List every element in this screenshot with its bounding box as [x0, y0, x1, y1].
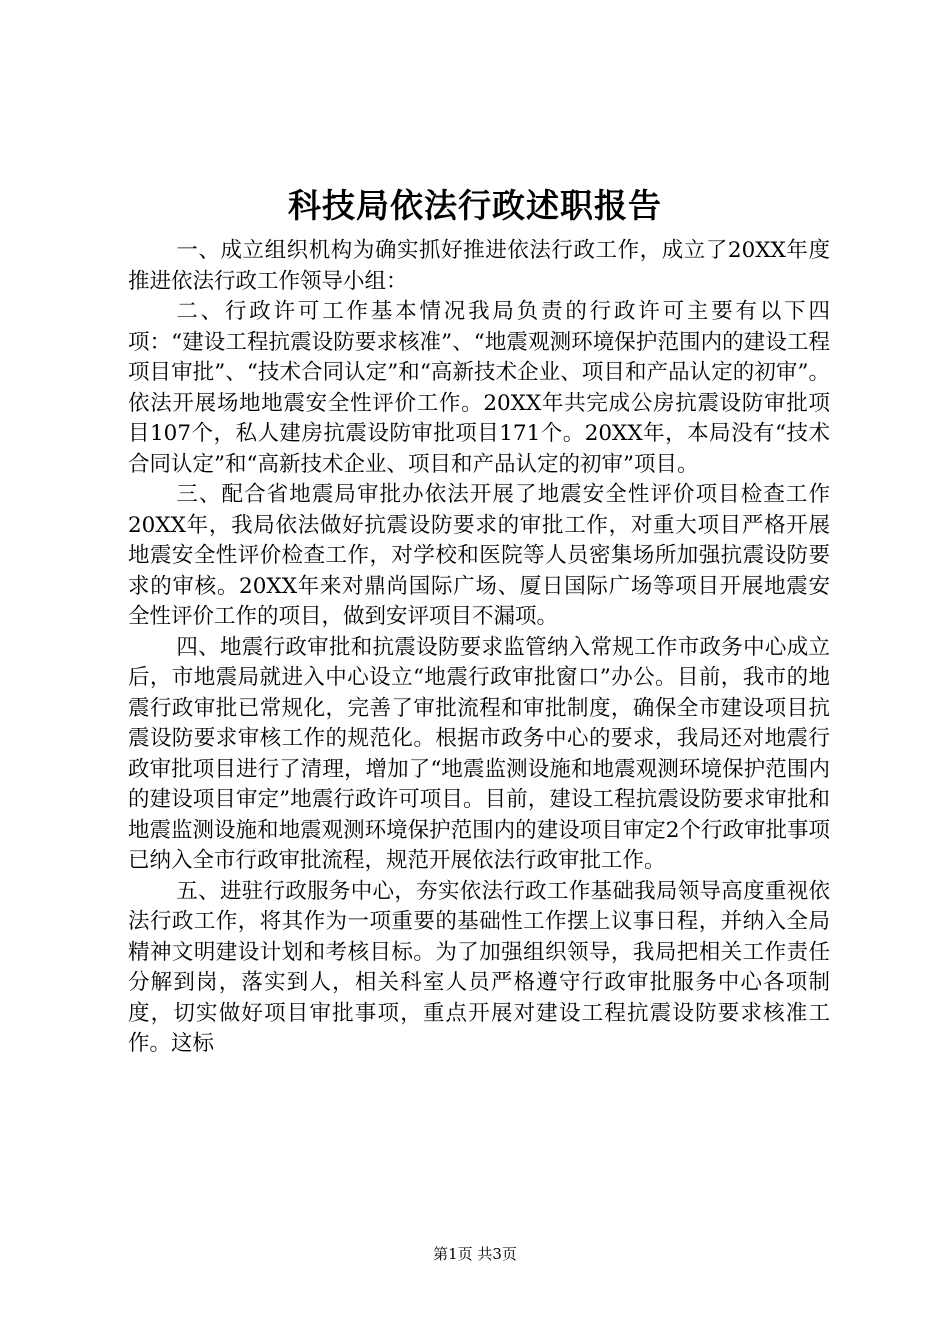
paragraph-5: 五、进驻行政服务中心，夯实依法行政工作基础我局领导高度重视依法行政工作，将其作为一项重要的基础性工作摆上议事日程，并纳入全局精神文明建设计划和考核目标。为了加强组织领导，我局把相关工作责任分解到岗，落实到人，相关科室人员严格遵守行政审批服务中心各项制度，切实做好项目审批事项，重点开展对建设工程抗震设防要求核准工作。这标: [128, 878, 830, 1056]
page-title: 科技局依法行政述职报告: [288, 186, 662, 225]
paragraph-3: 三、配合省地震局审批办依法开展了地震安全性评价项目检查工作20XX年，我局依法做好抗震设防要求的审批工作，对重大项目严格开展地震安全性评价检查工作，对学校和医院等人员密集场所加强抗震设防要求的审核。20XX年来对鼎尚国际广场、厦日国际广场等项目开展地震安全性评价工作的项目，做到安评项目不漏项。: [128, 482, 830, 629]
paragraph-1: 一、成立组织机构为确实抓好推进依法行政工作，成立了20XX年度推进依法行政工作领导小组：: [128, 238, 830, 294]
page-footer: 第1页 共3页: [433, 1245, 517, 1263]
document-body: [128, 236, 830, 1060]
paragraph-2: 二、行政许可工作基本情况我局负责的行政许可主要有以下四项：“建设工程抗震设防要求核准”、“地震观测环境保护范围内的建设工程项目审批”、“技术合同认定”和“高新技术企业、项目和产品认定的初审”。依法开展场地地震安全性评价工作。20XX年共完成公房抗震设防审批项目107个，私人建房抗震设防审批项目171个。20XX年，本局没有“技术合同认定”和“高新技术企业、项目和产品认定的初审”项目。: [128, 299, 830, 477]
paragraph-4: 四、地震行政审批和抗震设防要求监管纳入常规工作市政务中心成立后，市地震局就进入中心设立“地震行政审批窗口”办公。目前，我市的地震行政审批已常规化，完善了审批流程和审批制度，确保全市建设项目抗震设防要求审核工作的规范化。根据市政务中心的要求，我局还对地震行政审批项目进行了清理，增加了“地震监测设施和地震观测环境保护范围内的建设项目审定”地震行政许可项目。目前，建设工程抗震设防要求审批和地震监测设施和地震观测环境保护范围内的建设项目审定2个行政审批事项已纳入全市行政审批流程，规范开展依法行政审批工作。: [128, 634, 830, 873]
